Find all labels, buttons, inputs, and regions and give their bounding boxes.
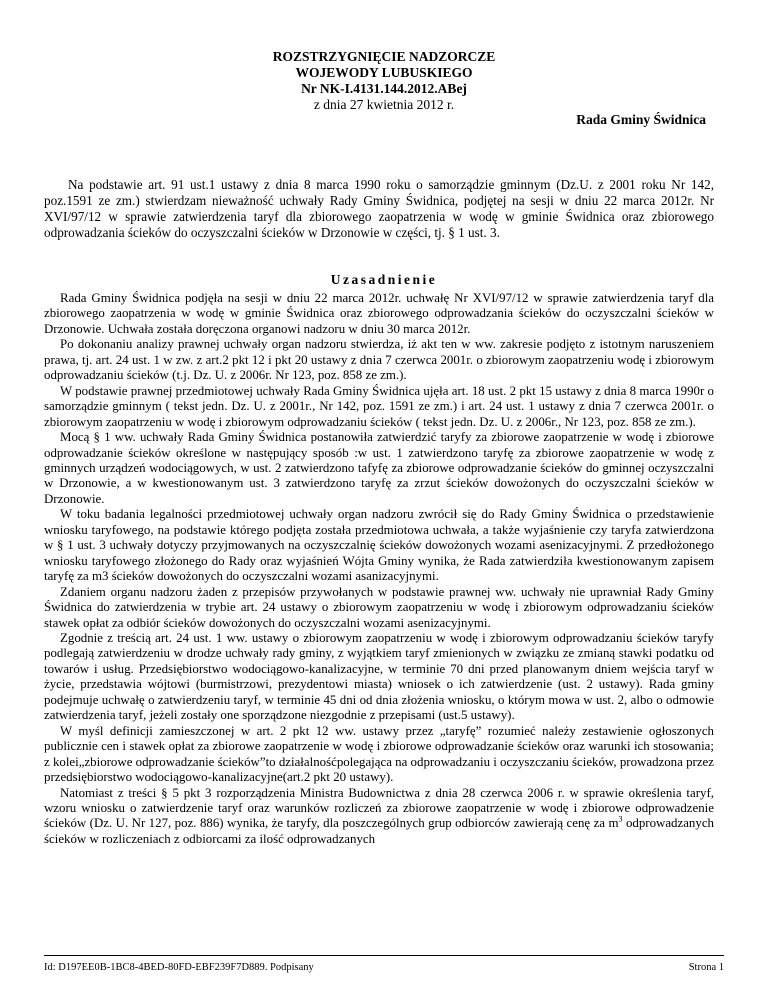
- document-number: Nr NK-I.4131.144.2012.ABej: [301, 81, 467, 96]
- justification-body: [44, 291, 714, 847]
- body-paragraph: W myśl definicji zamieszczonej w art. 2 pkt 12 ww. ustawy przez „taryfę” rozumieć należy zestawienie ogłoszonych publicznie cen i stawek opłat za zbiorowe zaopatrzenie w wodę i zbiorowe odprowadzanie ścieków oraz warunki ich stosowania; z kolei„zbiorowe odprowadzanie ścieków”to działalnośćpolegająca na odprowadzaniu i oczyszczaniu ścieków, prowadzona przez przedsiębiorstwo wodociągowo-kanalizacyjne(art.2 pkt 20 ustawy).: [44, 723, 714, 785]
- body-paragraph: Rada Gminy Świdnica podjęła na sesji w dniu 22 marca 2012r. uchwałę Nr XVI/97/12 w sprawie zatwierdzenia taryf dla zbiorowego zaopatrzenia w wodę w gminie Świdnica oraz zbiorowego odprowadzania ścieków do oczyszczalni ścieków w Drzonowie. Uchwała została doręczona organowi nadzoru w dniu 30 marca 2012r.: [44, 291, 714, 336]
- body-paragraph: Mocą § 1 ww. uchwały Rada Gminy Świdnica postanowiła zatwierdzić taryfy za zbiorowe zaopatrzenie w wodę i zbiorowe odprowadzanie ścieków określone w następujący sposób :w ust. 1 zatwierdzono taryfę za zbiorowe zaopatrzenie w wodę z gminnych urządzeń wodociągowych, w ust. 2 zatwierdzono tafyfę za zbiorowe odprowadzanie ścieków do gminnej oczyszczalni w Drzonowie, a w kwestionowanym ust. 3 zatwierdzono taryfę za zrzut ścieków dowożonych do oczyszczalni ścieków w Drzonowie.: [44, 430, 714, 506]
- page-number: Strona 1: [688, 962, 724, 973]
- body-paragraph: W podstawie prawnej przedmiotowej uchwały Rada Gminy Świdnica ujęła art. 18 ust. 2 pkt 15 ustawy z dnia 8 marca 1990r o samorządzie gminnym ( tekst jedn. Dz. U. z 2001r., Nr 142, poz. 1591 ze zm.) i art. 24 ust. 1 ustawy z dnia 7 czerwca 2001r. o zbiorowym zaopatrzeniu w wodę i zbiorowym odprowadzaniu ścieków ( tekst jedn. Dz. U. z 2006r., Nr 123, poz. 858 ze zm.).: [44, 383, 714, 429]
- footer-divider: [44, 955, 724, 956]
- body-paragraph-last: [44, 786, 714, 848]
- section-heading: Uzasadnienie: [330, 272, 438, 287]
- body-paragraph: Po dokonaniu analizy prawnej uchwały organ nadzoru stwierdza, iż akt ten w ww. zakresie podjęto z istotnym naruszeniem prawa, tj. art. 24 ust. 1 w zw. z art.2 pkt 12 i pkt 20 ustawy z dnia 7 czerwca 2001r. o zbiorowym zaopatrzeniu wodę i zbiorowym odprowadzaniu ścieków (t.j. Dz. U. z 2006r. Nr 123, poz. 858 ze zm.).: [44, 337, 714, 383]
- last-paragraph-text-end: odprowadzanych ścieków w rozliczeniach z odbiorcami za ilość odprowadzanych: [44, 816, 714, 846]
- document-date: z dnia 27 kwietnia 2012 r.: [313, 97, 455, 112]
- body-paragraph: Zgodnie z treścią art. 24 ust. 1 ww. ustawy o zbiorowym zaopatrzeniu w wodę i zbiorowym odprowadzaniu ścieków taryfy podlegają zatwierdzeniu w drodze uchwały rady gminy, z wyjątkiem taryf zmienionych w związku ze zmianą stawki podatku od towarów i usług. Przedsiębiorstwo wodociągowo-kanalizacyjne, w terminie 70 dni przed planowanym dniem wejścia taryf w życie, przedstawia wójtowi (burmistrzowi, prezydentowi miasta) wniosek o ich zatwierdzenie (ust. 2 ustawy). Rada gminy podejmuje uchwałę o zatwierdzeniu taryf, w terminie 45 dni od dnia złożenia wniosku, o którym mowa w ust. 2, albo o odmowie zatwierdzenia taryf, jeżeli zostały one sporządzone niezgodnie z przepisami (ust.5 ustawy).: [44, 630, 714, 723]
- superscript-three: 3: [618, 815, 623, 825]
- document-title: ROZSTRZYGNIĘCIE NADZORCZE: [272, 49, 496, 64]
- body-paragraph: Zdaniem organu nadzoru żaden z przepisów przywołanych w podstawie prawnej ww. uchwały nie uprawniał Rady Gminy Świdnica do zatwierdzenia w trybie art. 24 ustawy o zbiorowym zaopatrzeniu w wodę i zbiorowym odprowadzaniu ścieków stawek opłat za odbiór ścieków dowożonych do oczyszczalni wozami asenizacyjnymi.: [44, 584, 714, 630]
- decision-paragraph: Na podstawie art. 91 ust.1 ustawy z dnia 8 marca 1990 roku o samorządzie gminnym (Dz.U. z 2001 roku Nr 142, poz.1591 ze zm.) stwierdzam nieważność uchwały Rady Gminy Świdnica, podjętej na sesji w dniu 22 marca 2012r. Nr XVI/97/12 w sprawie zatwierdzenia taryf dla zbiorowego zaopatrzenia w wodę w gminie Świdnica oraz zbiorowego odprowadzania ścieków do oczyszczalni ścieków w Drzonowie w części, tj. § 1 ust. 3.: [44, 177, 714, 240]
- document-issuer: WOJEWODY LUBUSKIEGO: [295, 65, 473, 80]
- recipient: Rada Gminy Świdnica: [576, 112, 706, 127]
- document-id: Id: D197EE0B-1BC8-4BED-80FD-EBF239F7D889. Podpisany: [44, 962, 314, 973]
- body-paragraph: W toku badania legalności przedmiotowej uchwały organ nadzoru zwrócił się do Rady Gminy Świdnica o przedstawienie wniosku taryfowego, na podstawie którego podjęta została przedmiotowa uchwała, a także wyjaśnienie czy taryfa zatwierdzona w § 1 ust. 3 uchwały dotyczy przyjmowanych na oczyszczalnię ścieków dowożonych wozami asenizacyjnymi. Z przedłożonego wniosku taryfowego złożonego do Rady oraz wyjaśnień Wójta Gminy wynika, że Rada zatwierdziła kwestionowanym zapisem taryfę za m3 ścieków dowożonych do oczyszczalni wozami asanizacyjnymi.: [44, 507, 714, 584]
- last-paragraph-text: Natomiast z treści § 5 pkt 3 rozporządzenia Ministra Budownictwa z dnia 28 czerwca 2006 r. w sprawie określenia taryf, wzoru wniosku o zatwierdzenie taryf oraz warunków rozliczeń za zbiorowe zaopatrzenie w wodę i zbiorowe odprowadzenie ścieków (Dz. U. Nr 127, poz. 886) wynika, że taryfy, dla poszczególnych grup odbiorców zawierają cenę za m: [44, 785, 714, 831]
